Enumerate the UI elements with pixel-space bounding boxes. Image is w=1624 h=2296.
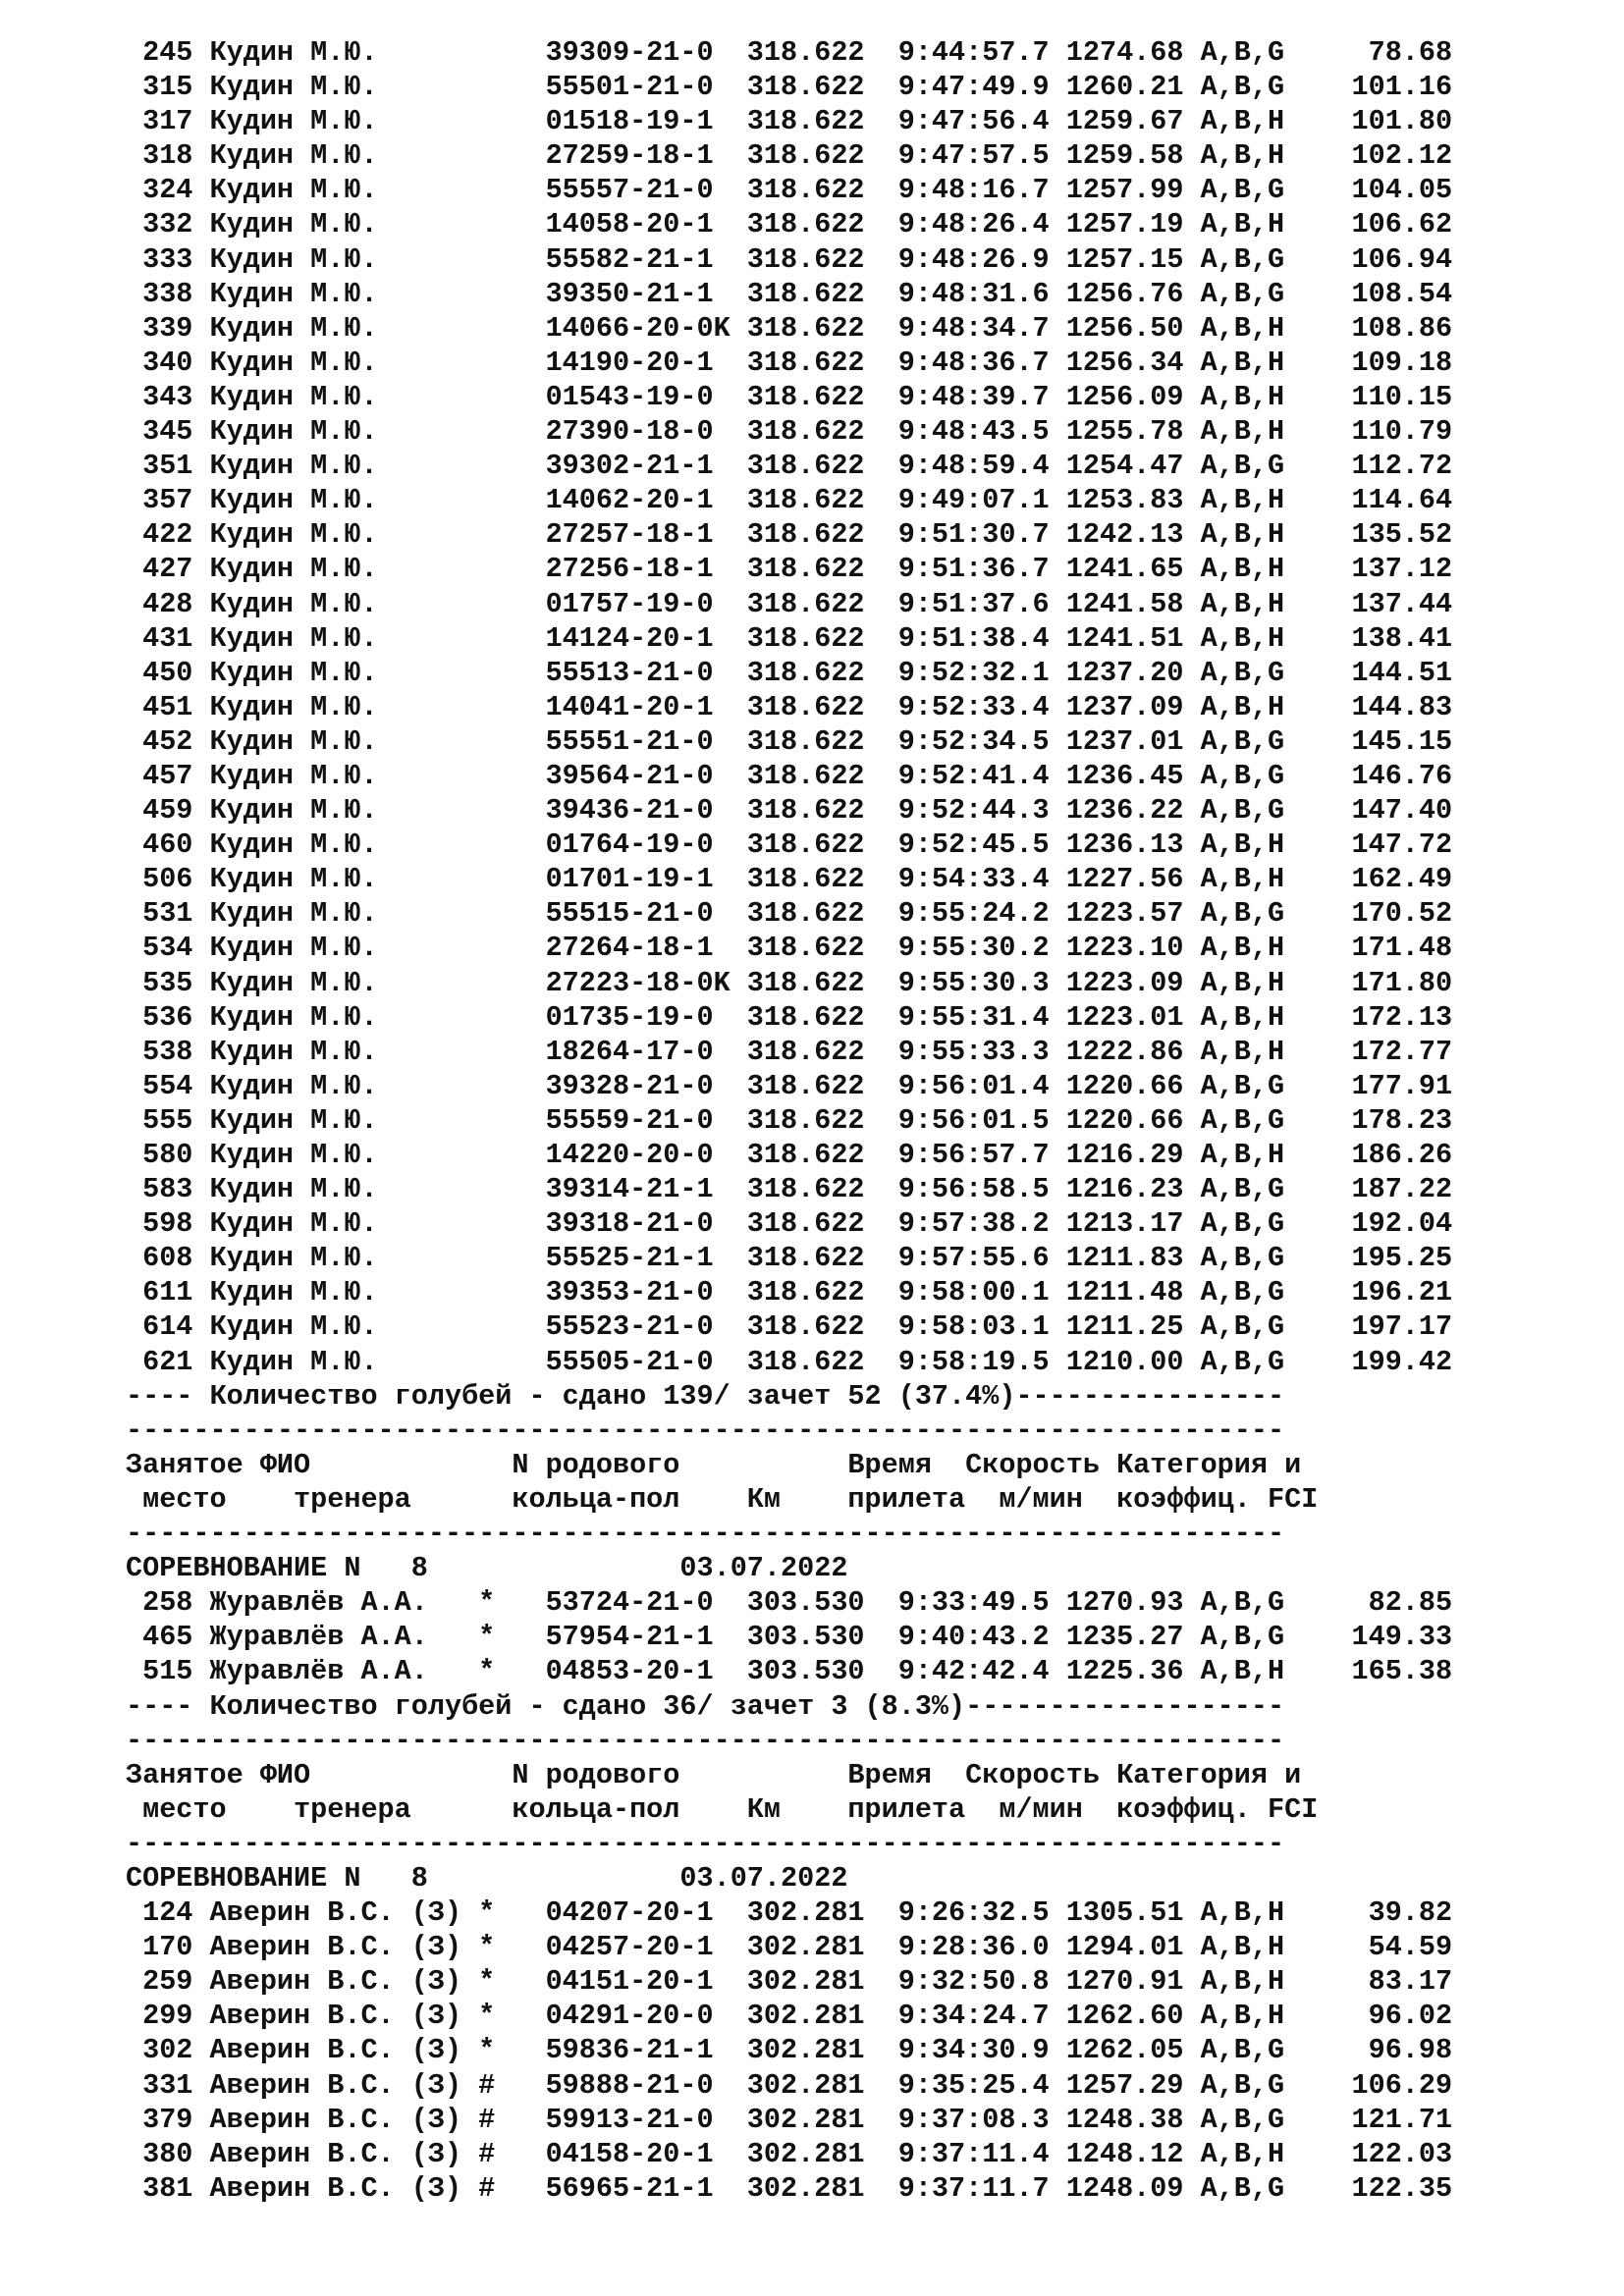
table-row: 451 Кудин М.Ю. 14041-20-1 318.622 9:52:33.4 1237.09 A,B,H 144.83: [126, 690, 1453, 723]
summary-line: ---- Количество голубей - сдано 36/ зачет 3 (8.3%)-------------------: [126, 1689, 1285, 1723]
table-row: 124 Аверин В.С. (З) * 04207-20-1 302.281 9:26:32.5 1305.51 A,B,H 39.82: [126, 1896, 1453, 1930]
table-row: 428 Кудин М.Ю. 01757-19-0 318.622 9:51:37.6 1241.58 A,B,H 137.44: [126, 587, 1453, 620]
table-row: 460 Кудин М.Ю. 01764-19-0 318.622 9:52:45.5 1236.13 A,B,H 147.72: [126, 828, 1453, 862]
table-row: 422 Кудин М.Ю. 27257-18-1 318.622 9:51:30.7 1242.13 A,B,H 135.52: [126, 518, 1453, 552]
divider: ---------------------------------------------------------------------: [126, 1414, 1285, 1447]
table-row: 465 Журавлёв А.А. * 57954-21-1 303.530 9:40:43.2 1235.27 A,B,G 149.33: [126, 1621, 1453, 1654]
table-row: 427 Кудин М.Ю. 27256-18-1 318.622 9:51:36.7 1241.65 A,B,H 137.12: [126, 553, 1453, 586]
divider: ---------------------------------------------------------------------: [126, 1724, 1285, 1757]
competition-heading: СОРЕВНОВАНИЕ N 8 03.07.2022: [126, 1552, 848, 1585]
table-row: 459 Кудин М.Ю. 39436-21-0 318.622 9:52:44.3 1236.22 A,B,G 147.40: [126, 794, 1453, 828]
table-row: 170 Аверин В.С. (З) * 04257-20-1 302.281 9:28:36.0 1294.01 A,B,H 54.59: [126, 1931, 1453, 1964]
table-row: 381 Аверин В.С. (З) # 56965-21-1 302.281 9:37:11.7 1248.09 A,B,G 122.35: [126, 2171, 1453, 2205]
table-row: 457 Кудин М.Ю. 39564-21-0 318.622 9:52:41.4 1236.45 A,B,G 146.76: [126, 759, 1453, 792]
table-row: 332 Кудин М.Ю. 14058-20-1 318.622 9:48:26.4 1257.19 A,B,H 106.62: [126, 208, 1453, 241]
table-row: 515 Журавлёв А.А. * 04853-20-1 303.530 9:42:42.4 1225.36 A,B,H 165.38: [126, 1655, 1453, 1688]
table-row: 339 Кудин М.Ю. 14066-20-0K 318.622 9:48:34.7 1256.50 A,B,H 108.86: [126, 311, 1453, 345]
results-document: [126, 35, 1598, 2206]
table-row: 538 Кудин М.Ю. 18264-17-0 318.622 9:55:33.3 1222.86 A,B,H 172.77: [126, 1035, 1453, 1068]
table-row: 343 Кудин М.Ю. 01543-19-0 318.622 9:48:39.7 1256.09 A,B,H 110.15: [126, 380, 1453, 413]
table-row: 259 Аверин В.С. (З) * 04151-20-1 302.281 9:32:50.8 1270.91 A,B,H 83.17: [126, 1965, 1453, 1999]
table-row: 340 Кудин М.Ю. 14190-20-1 318.622 9:48:36.7 1256.34 A,B,H 109.18: [126, 346, 1453, 379]
summary-line: ---- Количество голубей - сдано 139/ зачет 52 (37.4%)----------------: [126, 1379, 1285, 1413]
table-row: 555 Кудин М.Ю. 55559-21-0 318.622 9:56:01.5 1220.66 A,B,G 178.23: [126, 1103, 1453, 1137]
table-row: 452 Кудин М.Ю. 55551-21-0 318.622 9:52:34.5 1237.01 A,B,G 145.15: [126, 724, 1453, 758]
table-row: 318 Кудин М.Ю. 27259-18-1 318.622 9:47:57.5 1259.58 A,B,H 102.12: [126, 139, 1453, 173]
table-row: 506 Кудин М.Ю. 01701-19-1 318.622 9:54:33.4 1227.56 A,B,H 162.49: [126, 863, 1453, 896]
table-row: 554 Кудин М.Ю. 39328-21-0 318.622 9:56:01.4 1220.66 A,B,G 177.91: [126, 1069, 1453, 1102]
column-header-line-2: место тренера кольца-пол Км прилета м/мин коэффиц. FCI: [126, 1792, 1319, 1826]
table-row: 598 Кудин М.Ю. 39318-21-0 318.622 9:57:38.2 1213.17 A,B,G 192.04: [126, 1207, 1453, 1241]
table-row: 380 Аверин В.С. (З) # 04158-20-1 302.281 9:37:11.4 1248.12 A,B,H 122.03: [126, 2137, 1453, 2170]
divider: ---------------------------------------------------------------------: [126, 1518, 1285, 1551]
table-row: 450 Кудин М.Ю. 55513-21-0 318.622 9:52:32.1 1237.20 A,B,G 144.51: [126, 656, 1453, 689]
table-row: 302 Аверин В.С. (З) * 59836-21-1 302.281 9:34:30.9 1262.05 A,B,G 96.98: [126, 2034, 1453, 2067]
table-row: 324 Кудин М.Ю. 55557-21-0 318.622 9:48:16.7 1257.99 A,B,G 104.05: [126, 174, 1453, 207]
table-row: 536 Кудин М.Ю. 01735-19-0 318.622 9:55:31.4 1223.01 A,B,H 172.13: [126, 1000, 1453, 1034]
table-row: 534 Кудин М.Ю. 27264-18-1 318.622 9:55:30.2 1223.10 A,B,H 171.48: [126, 932, 1453, 965]
table-row: 611 Кудин М.Ю. 39353-21-0 318.622 9:58:00.1 1211.48 A,B,G 196.21: [126, 1276, 1453, 1309]
table-row: 531 Кудин М.Ю. 55515-21-0 318.622 9:55:24.2 1223.57 A,B,G 170.52: [126, 897, 1453, 931]
column-header-line-2: место тренера кольца-пол Км прилета м/мин коэффиц. FCI: [126, 1482, 1319, 1516]
table-row: 580 Кудин М.Ю. 14220-20-0 318.622 9:56:57.7 1216.29 A,B,H 186.26: [126, 1139, 1453, 1171]
table-row: 299 Аверин В.С. (З) * 04291-20-0 302.281 9:34:24.7 1262.60 A,B,H 96.02: [126, 2000, 1453, 2033]
table-row: 535 Кудин М.Ю. 27223-18-0K 318.622 9:55:30.3 1223.09 A,B,H 171.80: [126, 966, 1453, 999]
table-row: 608 Кудин М.Ю. 55525-21-1 318.622 9:57:55.6 1211.83 A,B,G 195.25: [126, 1242, 1453, 1275]
table-row: 338 Кудин М.Ю. 39350-21-1 318.622 9:48:31.6 1256.76 A,B,G 108.54: [126, 277, 1453, 310]
table-row: 614 Кудин М.Ю. 55523-21-0 318.622 9:58:03.1 1211.25 A,B,G 197.17: [126, 1310, 1453, 1344]
table-row: 583 Кудин М.Ю. 39314-21-1 318.622 9:56:58.5 1216.23 A,B,G 187.22: [126, 1173, 1453, 1206]
table-row: 315 Кудин М.Ю. 55501-21-0 318.622 9:47:49.9 1260.21 A,B,G 101.16: [126, 71, 1453, 104]
divider: ---------------------------------------------------------------------: [126, 1827, 1285, 1860]
table-row: 258 Журавлёв А.А. * 53724-21-0 303.530 9:33:49.5 1270.93 A,B,G 82.85: [126, 1586, 1453, 1620]
table-row: 331 Аверин В.С. (З) # 59888-21-0 302.281 9:35:25.4 1257.29 A,B,G 106.29: [126, 2068, 1453, 2102]
table-row: 245 Кудин М.Ю. 39309-21-0 318.622 9:44:57.7 1274.68 A,B,G 78.68: [126, 36, 1453, 69]
competition-heading: СОРЕВНОВАНИЕ N 8 03.07.2022: [126, 1861, 848, 1895]
table-row: 351 Кудин М.Ю. 39302-21-1 318.622 9:48:59.4 1254.47 A,B,G 112.72: [126, 450, 1453, 483]
table-row: 379 Аверин В.С. (З) # 59913-21-0 302.281 9:37:08.3 1248.38 A,B,G 121.71: [126, 2103, 1453, 2136]
table-row: 357 Кудин М.Ю. 14062-20-1 318.622 9:49:07.1 1253.83 A,B,H 114.64: [126, 484, 1453, 517]
table-row: 317 Кудин М.Ю. 01518-19-1 318.622 9:47:56.4 1259.67 A,B,H 101.80: [126, 105, 1453, 138]
column-header-line-1: Занятое ФИО N родового Время Скорость Категория и: [126, 1758, 1302, 1791]
column-header-line-1: Занятое ФИО N родового Время Скорость Категория и: [126, 1448, 1302, 1481]
table-row: 621 Кудин М.Ю. 55505-21-0 318.622 9:58:19.5 1210.00 A,B,G 199.42: [126, 1345, 1453, 1378]
table-row: 431 Кудин М.Ю. 14124-20-1 318.622 9:51:38.4 1241.51 A,B,H 138.41: [126, 621, 1453, 655]
table-row: 333 Кудин М.Ю. 55582-21-1 318.622 9:48:26.9 1257.15 A,B,G 106.94: [126, 242, 1453, 276]
table-row: 345 Кудин М.Ю. 27390-18-0 318.622 9:48:43.5 1255.78 A,B,H 110.79: [126, 415, 1453, 449]
